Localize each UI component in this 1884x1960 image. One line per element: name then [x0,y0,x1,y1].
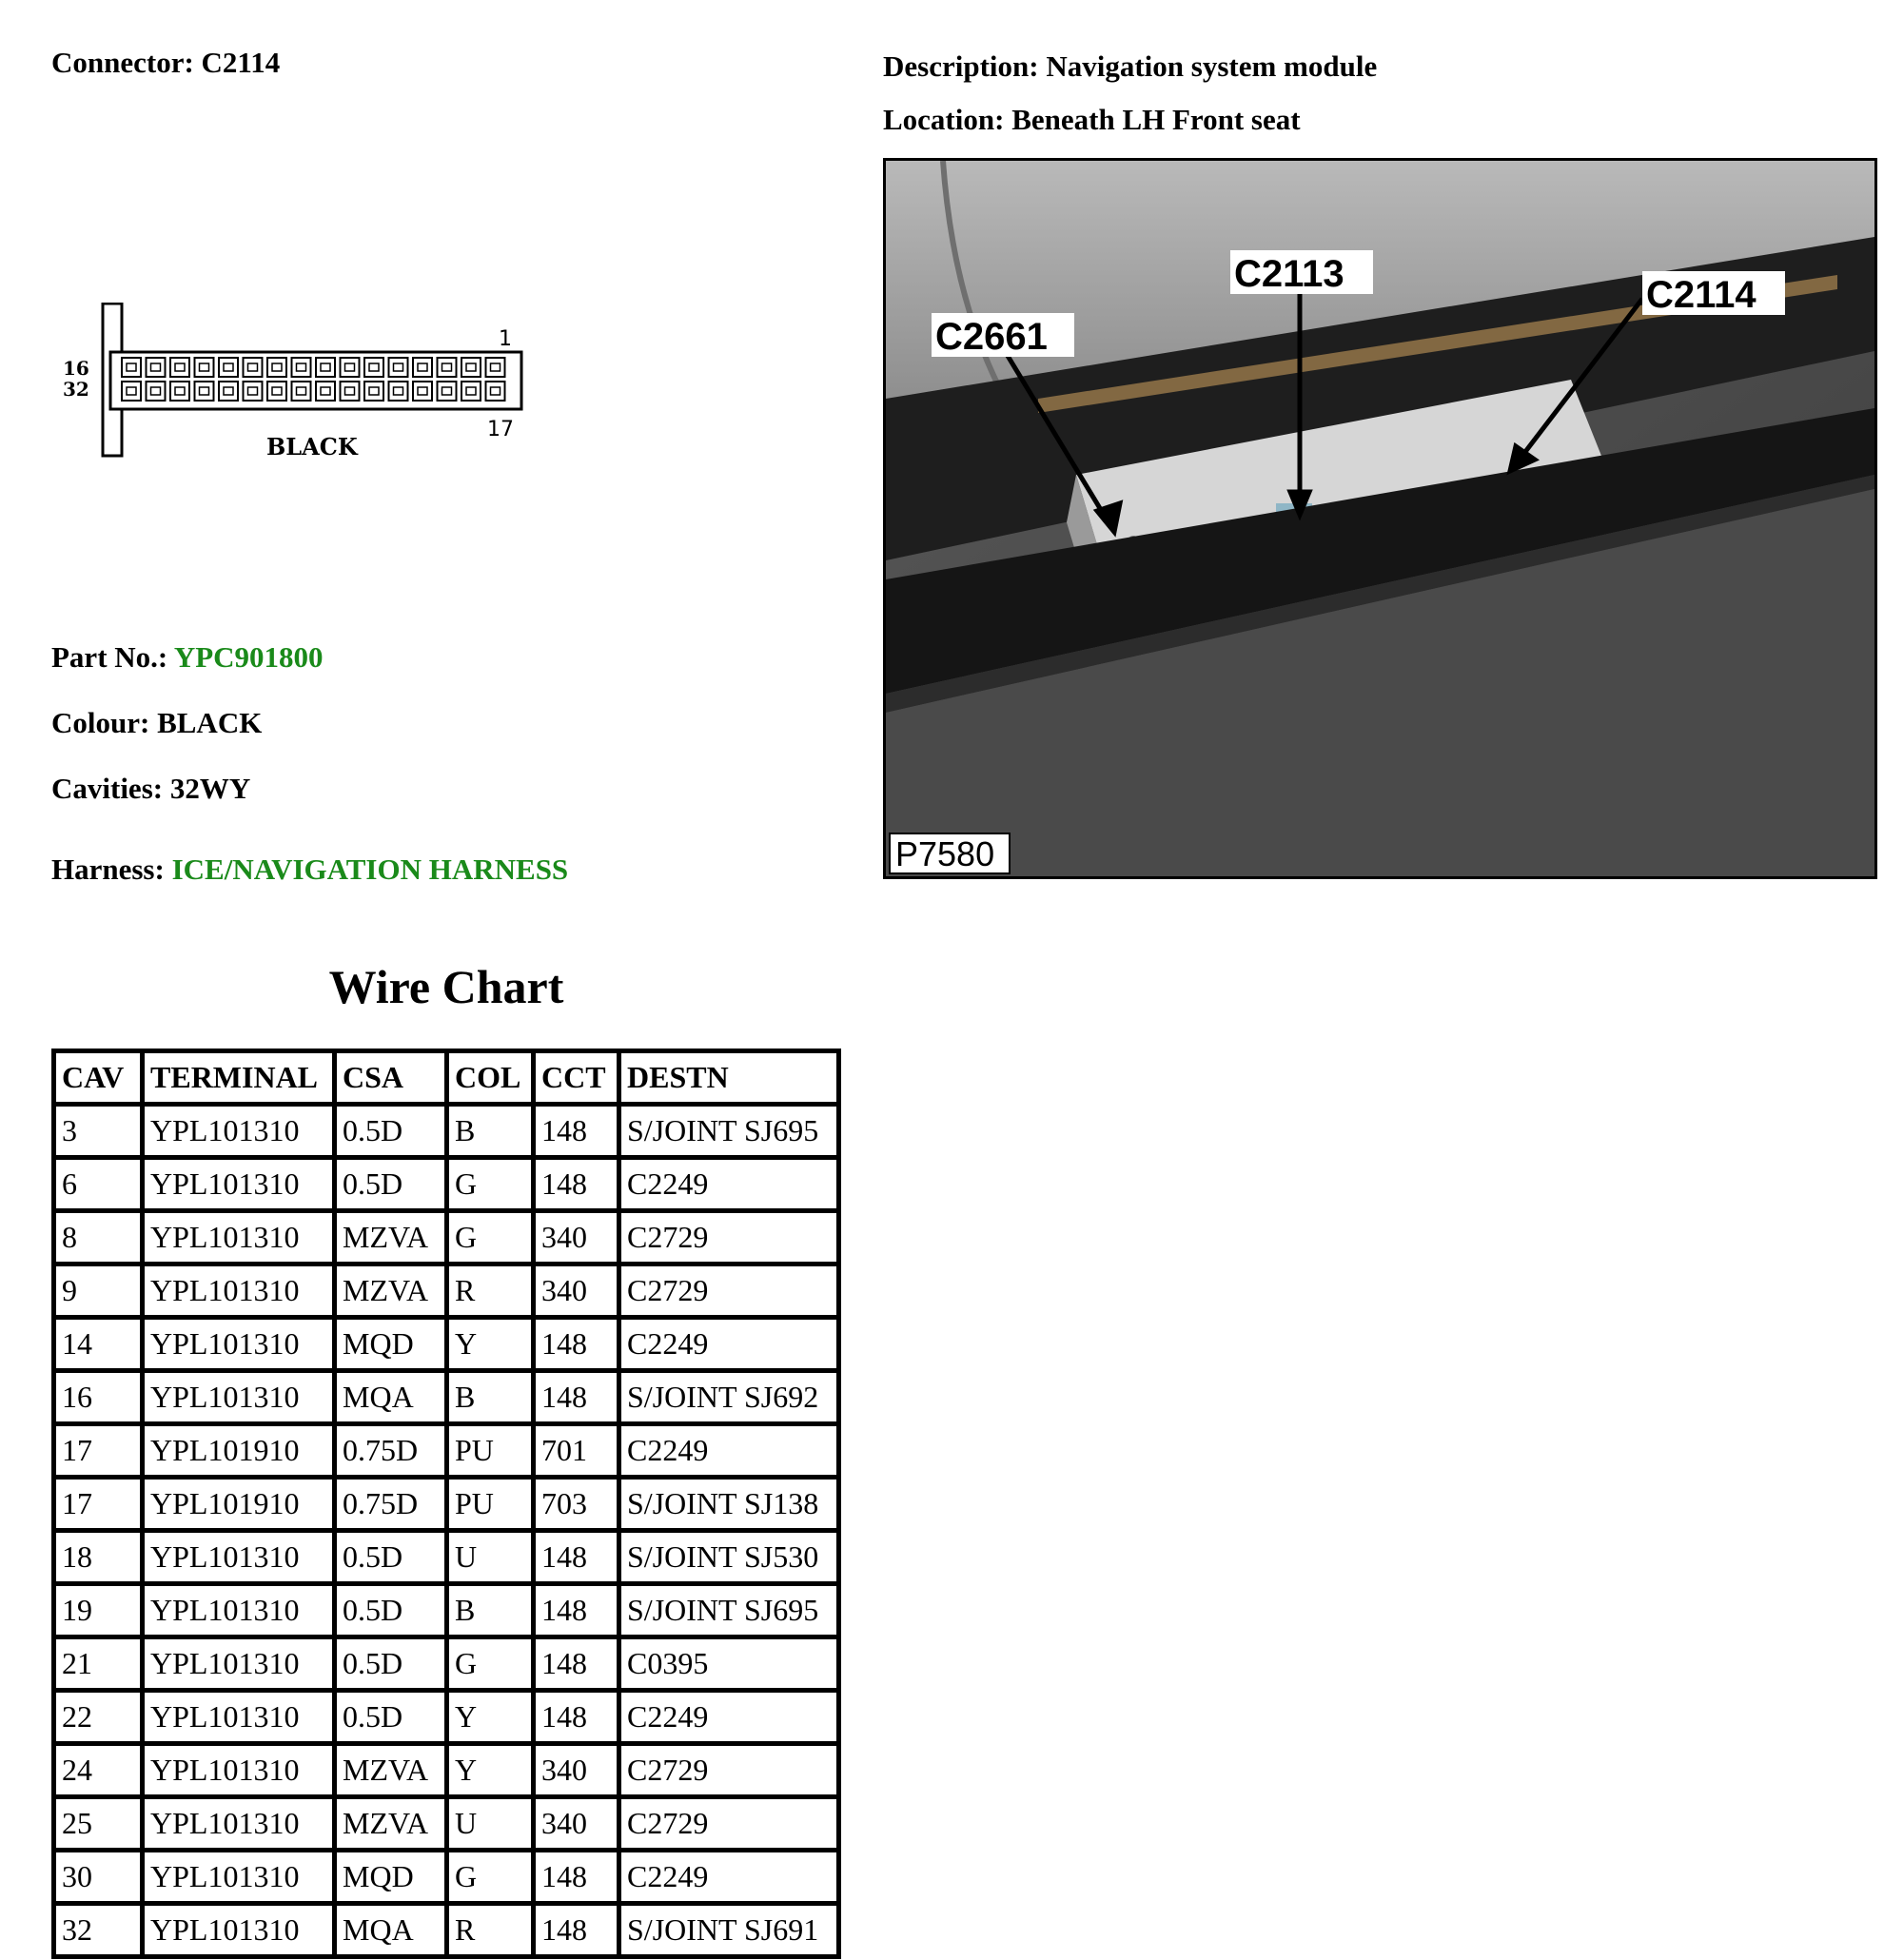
cell-col: R [449,1906,536,1954]
col-col: COL [449,1053,536,1107]
cell-col: PU [449,1426,536,1480]
description-value: Navigation system module [1046,49,1378,83]
cell-cav: 14 [56,1320,145,1373]
cell-col: B [449,1107,536,1160]
cell-destn: C2249 [621,1852,836,1906]
cell-col: U [449,1799,536,1852]
cavities-value: 32WY [169,772,251,805]
cell-cav: 21 [56,1639,145,1693]
table-row [56,1693,836,1746]
table-row [56,1852,836,1906]
connector-cavity [341,358,360,377]
cell-destn: S/JOINT SJ530 [621,1533,836,1586]
location [883,103,1301,137]
cell-terminal: YPL101310 [145,1160,337,1213]
cell-terminal: YPL101310 [145,1266,337,1320]
col-cct: CCT [536,1053,621,1107]
cell-csa: MZVA [337,1799,449,1852]
cell-cav: 30 [56,1852,145,1906]
cell-destn: S/JOINT SJ695 [621,1107,836,1160]
cell-csa: 0.75D [337,1480,449,1533]
cell-destn: S/JOINT SJ695 [621,1586,836,1639]
cell-cav: 8 [56,1213,145,1266]
connector-cavity [292,358,311,377]
cell-cct: 148 [536,1373,621,1426]
cell-cav: 9 [56,1266,145,1320]
cell-terminal: YPL101310 [145,1107,337,1160]
cell-cav: 17 [56,1426,145,1480]
connector-face-icon [59,303,535,474]
table-row [56,1799,836,1852]
table-row [56,1213,836,1266]
connector-id: C2114 [201,46,281,79]
table-row [56,1320,836,1373]
colour-value: BLACK [157,706,263,739]
connector-cavity [486,358,505,377]
connector-title [51,46,280,80]
description-label: Description: [883,49,1039,83]
connector-cavity [219,358,238,377]
harness-label: Harness: [51,853,165,886]
colour [51,706,262,740]
cell-col: G [449,1639,536,1693]
cell-csa: 0.75D [337,1426,449,1480]
cell-csa: 0.5D [337,1693,449,1746]
cell-terminal: YPL101310 [145,1906,337,1954]
cell-csa: MQD [337,1852,449,1906]
cavities [51,772,250,806]
connector-cavity [316,358,335,377]
connector-cavity [364,382,383,401]
cell-cct: 340 [536,1746,621,1799]
cell-destn: C2249 [621,1320,836,1373]
cell-cct: 148 [536,1160,621,1213]
cell-terminal: YPL101910 [145,1426,337,1480]
cell-col: B [449,1586,536,1639]
cell-cav: 25 [56,1799,145,1852]
cell-col: G [449,1852,536,1906]
harness-link[interactable]: ICE/NAVIGATION HARNESS [171,853,569,886]
connector-cavity [244,358,263,377]
connector-label: Connector: [51,46,194,79]
table-row [56,1426,836,1480]
cell-cct: 148 [536,1906,621,1954]
table-row [56,1533,836,1586]
cell-destn: C2729 [621,1266,836,1320]
cell-terminal: YPL101310 [145,1320,337,1373]
cell-col: Y [449,1746,536,1799]
cell-csa: 0.5D [337,1639,449,1693]
table-row [56,1746,836,1799]
connector-cavity [170,358,189,377]
cell-csa: MZVA [337,1213,449,1266]
seat-photo-illustration [886,161,1874,876]
connector-cavity [267,358,286,377]
cell-col: G [449,1213,536,1266]
connector-cavity [461,382,481,401]
cell-destn: S/JOINT SJ692 [621,1373,836,1426]
cell-csa: MQD [337,1320,449,1373]
connector-cavity [219,382,238,401]
callout-c2114: C2114 [1646,274,1756,316]
callout-c2661: C2661 [935,316,1048,358]
cell-terminal: YPL101310 [145,1693,337,1746]
cell-cav: 6 [56,1160,145,1213]
cell-csa: MZVA [337,1746,449,1799]
pin-label-17: 17 [487,418,514,441]
cell-cct: 148 [536,1852,621,1906]
cell-cav: 18 [56,1533,145,1586]
cell-col: G [449,1160,536,1213]
cell-terminal: YPL101310 [145,1639,337,1693]
table-row [56,1266,836,1320]
wire-chart-table [51,1049,841,1959]
connector-colour-text: BLACK [266,433,358,461]
connector-cavity [147,358,166,377]
pin-label-32: 32 [63,378,89,401]
col-cav: CAV [56,1053,145,1107]
cavities-label: Cavities: [51,772,164,805]
part-no [51,640,324,675]
cell-destn: C2249 [621,1160,836,1213]
connector-cavity [438,382,457,401]
cell-cct: 148 [536,1586,621,1639]
cell-terminal: YPL101310 [145,1799,337,1852]
part-no-label: Part No.: [51,640,168,674]
pin-label-16: 16 [63,357,89,380]
connector-cavity [438,358,457,377]
cell-csa: 0.5D [337,1160,449,1213]
colour-label: Colour: [51,706,150,739]
table-row [56,1639,836,1693]
connector-cavity [364,358,383,377]
cell-terminal: YPL101910 [145,1480,337,1533]
connector-cavity [486,382,505,401]
cell-cav: 19 [56,1586,145,1639]
table-header-row [56,1053,836,1107]
cell-cav: 17 [56,1480,145,1533]
cell-terminal: YPL101310 [145,1852,337,1906]
cell-cav: 3 [56,1107,145,1160]
cell-csa: MQA [337,1906,449,1954]
cell-col: PU [449,1480,536,1533]
pin-label-1: 1 [499,327,512,351]
connector-cavity [341,382,360,401]
col-csa: CSA [337,1053,449,1107]
connector-cavity [413,358,432,377]
cell-cct: 703 [536,1480,621,1533]
cell-terminal: YPL101310 [145,1586,337,1639]
cell-csa: MQA [337,1373,449,1426]
cell-destn: C2729 [621,1799,836,1852]
connector-diagram [59,303,535,474]
cell-destn: C2249 [621,1426,836,1480]
photo-ref: P7580 [895,834,995,873]
col-destn: DESTN [621,1053,836,1107]
cell-cav: 16 [56,1373,145,1426]
connector-cavity [292,382,311,401]
cell-col: U [449,1533,536,1586]
cell-destn: C0395 [621,1639,836,1693]
connector-cavity [389,382,408,401]
location-label: Location: [883,103,1005,136]
cell-cct: 340 [536,1799,621,1852]
cell-cav: 24 [56,1746,145,1799]
wire-chart-title: Wire Chart [328,960,564,1013]
connector-cavity [195,382,214,401]
cell-cct: 148 [536,1693,621,1746]
table-row [56,1373,836,1426]
connector-cavity [147,382,166,401]
cell-destn: S/JOINT SJ691 [627,1912,819,1947]
cell-terminal: YPL101310 [145,1533,337,1586]
cell-cct: 148 [536,1320,621,1373]
cell-csa: 0.5D [337,1107,449,1160]
connector-cavity [170,382,189,401]
cell-cav: 32 [56,1906,145,1954]
cell-cct: 340 [536,1213,621,1266]
cell-cct: 148 [536,1639,621,1693]
cell-cct: 148 [536,1533,621,1586]
connector-cavity [195,358,214,377]
table-row [56,1160,836,1213]
cell-csa: 0.5D [337,1533,449,1586]
cell-destn: C2729 [621,1746,836,1799]
table-row [56,1107,836,1160]
connector-cavity [413,382,432,401]
cell-cct: 148 [536,1107,621,1160]
cell-destn: C2729 [621,1213,836,1266]
location-photo [883,158,1877,879]
cell-cct: 340 [536,1266,621,1320]
connector-cavity [316,382,335,401]
cell-destn: S/JOINT SJ138 [621,1480,836,1533]
location-value: Beneath LH Front seat [1011,103,1301,136]
table-row [56,1906,836,1954]
cell-destn: C2249 [621,1693,836,1746]
callout-c2113: C2113 [1234,253,1344,295]
cell-csa: MZVA [337,1266,449,1320]
connector-cavity [244,382,263,401]
table-row [56,1480,836,1533]
connector-cavity [122,382,141,401]
connector-cavity [267,382,286,401]
cell-col: Y [449,1693,536,1746]
part-no-link[interactable]: YPC901800 [173,640,324,674]
description [883,49,1377,84]
connector-cavity [122,358,141,377]
cell-cct: 701 [536,1426,621,1480]
cell-terminal: YPL101310 [145,1213,337,1266]
cell-terminal: YPL101310 [145,1746,337,1799]
connector-cavity [389,358,408,377]
harness [51,853,568,887]
cell-cav: 22 [56,1693,145,1746]
cell-csa: 0.5D [337,1586,449,1639]
col-terminal: TERMINAL [145,1053,337,1107]
cell-col: Y [449,1320,536,1373]
cell-terminal: YPL101310 [145,1373,337,1426]
connector-cavity [461,358,481,377]
table-row [56,1586,836,1639]
cell-col: B [449,1373,536,1426]
cell-col: R [449,1266,536,1320]
